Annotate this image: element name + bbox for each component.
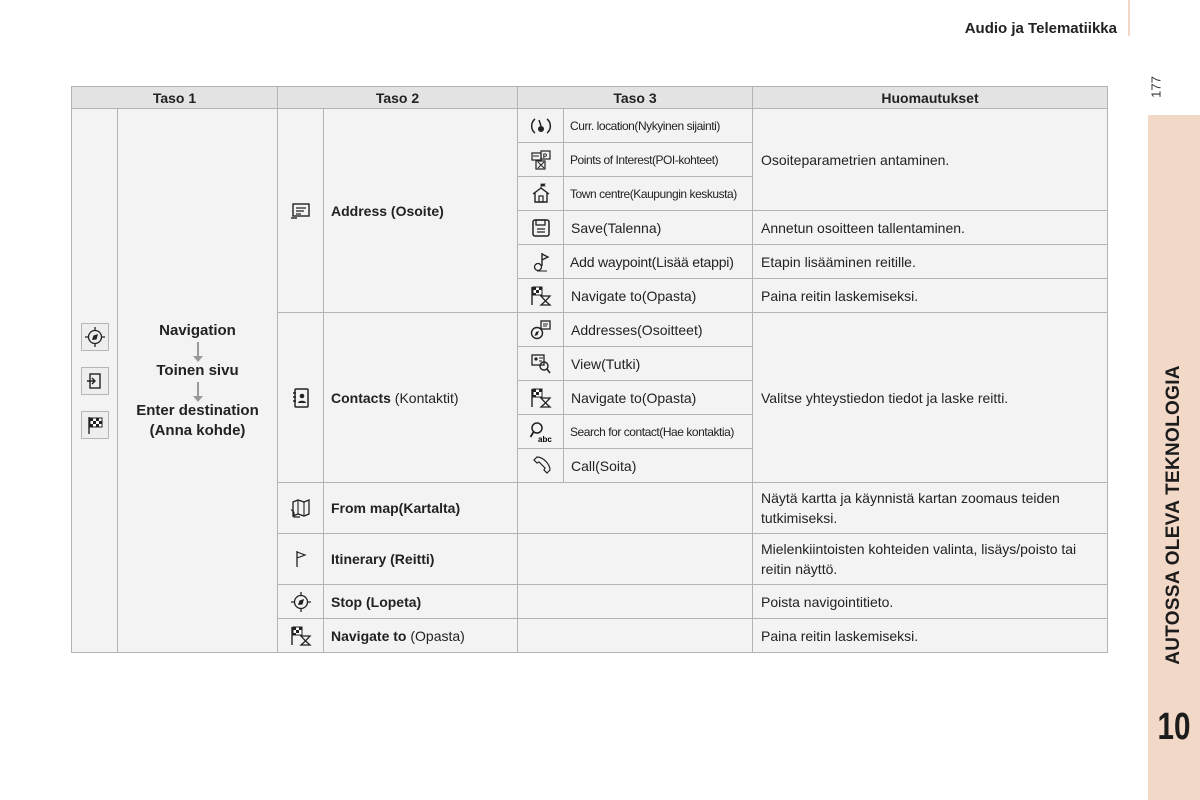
- search-contact-label: Search for contact(Hae kontaktia): [564, 415, 753, 449]
- map-icon-cell: [278, 483, 324, 534]
- header-taso-1: Taso 1: [72, 87, 278, 109]
- navigate-to-label: Navigate to(Opasta): [564, 279, 753, 313]
- address-label: Address (Osoite): [331, 202, 444, 219]
- poi-icon-cell: [518, 143, 564, 177]
- contacts-label-cell: [324, 313, 518, 483]
- checkered-flag-icon: [81, 411, 109, 439]
- stop-label-cell: [324, 585, 518, 619]
- itinerary-label-cell: [324, 534, 518, 585]
- address-card-icon: [289, 201, 313, 221]
- from-map-note: Näytä kartta ja käynnistä kartan zoomaus teiden tutkimiseksi.: [753, 483, 1108, 534]
- level1-icons-cell: [72, 109, 118, 653]
- enter-page-icon: [81, 367, 109, 395]
- current-location-icon: [529, 114, 553, 138]
- town-centre-icon: [529, 182, 553, 206]
- navigate-to-icon: [289, 624, 313, 648]
- save-icon-cell: [518, 211, 564, 245]
- from-map-label: From map(Kartalta): [331, 500, 461, 516]
- poi-label: Points of Interest(POI-kohteet): [564, 143, 753, 177]
- flow-enter-destination: Enter destination: [136, 401, 259, 419]
- contact-addresses-icon: [529, 318, 553, 342]
- view-contact-icon-cell: [518, 347, 564, 381]
- contacts-label: Contacts: [331, 389, 391, 406]
- level1-flow-cell: [118, 109, 278, 653]
- from-map-label-cell: [324, 483, 518, 534]
- search-contact-icon-cell: [518, 415, 564, 449]
- navigate-to-icon-cell: [518, 279, 564, 313]
- add-waypoint-icon-cell: [518, 245, 564, 279]
- navigate-to-icon-cell: [278, 619, 324, 653]
- save-icon: [529, 216, 553, 240]
- contacts-book-icon: [289, 386, 313, 410]
- header-divider: [1128, 0, 1130, 36]
- empty-level3-cell: [518, 585, 753, 619]
- contact-addresses-label: Addresses(Osoitteet): [564, 313, 753, 347]
- navigation-compass-icon: [81, 323, 109, 351]
- itinerary-flag-icon: [289, 547, 313, 571]
- chapter-title: [1150, 340, 1198, 690]
- navigate-to-icon: [529, 284, 553, 308]
- save-note: Annetun osoitteen tallentaminen.: [753, 211, 1108, 245]
- flow-toinen-sivu: Toinen sivu: [156, 361, 239, 379]
- navigate-to-icon: [529, 386, 553, 410]
- empty-level3-cell: [518, 483, 753, 534]
- flow-arrow: [197, 342, 199, 357]
- navigate-to-row-label-cell: [324, 619, 518, 653]
- current-location-label: Curr. location(Nykyinen sijainti): [564, 109, 753, 143]
- table-header-row: [72, 87, 1108, 109]
- phone-call-icon-cell: [518, 449, 564, 483]
- chapter-number: 10: [1157, 706, 1191, 748]
- view-contact-icon: [529, 352, 553, 376]
- itinerary-note: Mielenkiintoisten kohteiden valinta, lisäys/poisto tai reitin näyttö.: [753, 534, 1108, 585]
- table-row: [72, 109, 1108, 143]
- empty-level3-cell: [518, 534, 753, 585]
- town-centre-label: Town centre(Kaupungin keskusta): [564, 177, 753, 211]
- flow-navigation: Navigation: [159, 321, 236, 339]
- contacts-icon-cell: [278, 313, 324, 483]
- address-label-cell: [324, 109, 518, 313]
- stop-icon-cell: [278, 585, 324, 619]
- contacts-label-suffix: (Kontaktit): [390, 389, 459, 406]
- map-icon: [289, 496, 313, 520]
- itinerary-label: Itinerary (Reitti): [331, 551, 435, 567]
- call-label: Call(Soita): [564, 449, 753, 483]
- page-number-text: 177: [1148, 76, 1164, 98]
- address-parameters-note: Osoiteparametrien antaminen.: [753, 109, 1108, 211]
- add-waypoint-icon: [529, 250, 553, 274]
- header-huomautukset: Huomautukset: [753, 87, 1108, 109]
- add-waypoint-note: Etapin lisääminen reitille.: [753, 245, 1108, 279]
- stop-note: Poista navigointitieto.: [753, 585, 1108, 619]
- running-header: Audio ja Telematiikka: [964, 20, 1117, 37]
- flow-anna-kohde: (Anna kohde): [149, 421, 246, 439]
- add-waypoint-label: Add waypoint(Lisää etappi): [564, 245, 753, 279]
- stop-label: Stop (Lopeta): [331, 593, 422, 610]
- header-taso-3: Taso 3: [518, 87, 753, 109]
- navigation-menu-table: [71, 86, 1108, 653]
- flow-arrow: [197, 382, 199, 397]
- empty-level3-cell: [518, 619, 753, 653]
- view-contact-label: View(Tutki): [564, 347, 753, 381]
- poi-icon: [529, 148, 553, 172]
- contact-navigate-label: Navigate to(Opasta): [564, 381, 753, 415]
- search-contact-icon: [528, 420, 554, 444]
- page-number: [1146, 70, 1166, 104]
- phone-call-icon: [529, 454, 553, 478]
- navigate-to-icon-cell: [518, 381, 564, 415]
- save-label: Save(Talenna): [564, 211, 753, 245]
- navigate-to-row-label: Navigate to: [331, 627, 407, 644]
- current-location-icon-cell: [518, 109, 564, 143]
- contacts-note: Valitse yhteystiedon tiedot ja laske reitti.: [753, 313, 1108, 483]
- address-icon-cell: [278, 109, 324, 313]
- chapter-title-text: AUTOSSA OLEVA TEKNOLOGIA: [1163, 365, 1184, 665]
- town-centre-icon-cell: [518, 177, 564, 211]
- stop-navigation-icon: [289, 590, 313, 614]
- navigate-to-row-label-suffix: (Opasta): [406, 627, 465, 644]
- navigate-to-note: Paina reitin laskemiseksi.: [753, 279, 1108, 313]
- contact-addresses-icon-cell: [518, 313, 564, 347]
- svg-text:P: P: [542, 153, 547, 160]
- header-taso-2: Taso 2: [278, 87, 518, 109]
- svg-text:abc: abc: [537, 434, 552, 444]
- itinerary-icon-cell: [278, 534, 324, 585]
- navigate-to-row-note: Paina reitin laskemiseksi.: [753, 619, 1108, 653]
